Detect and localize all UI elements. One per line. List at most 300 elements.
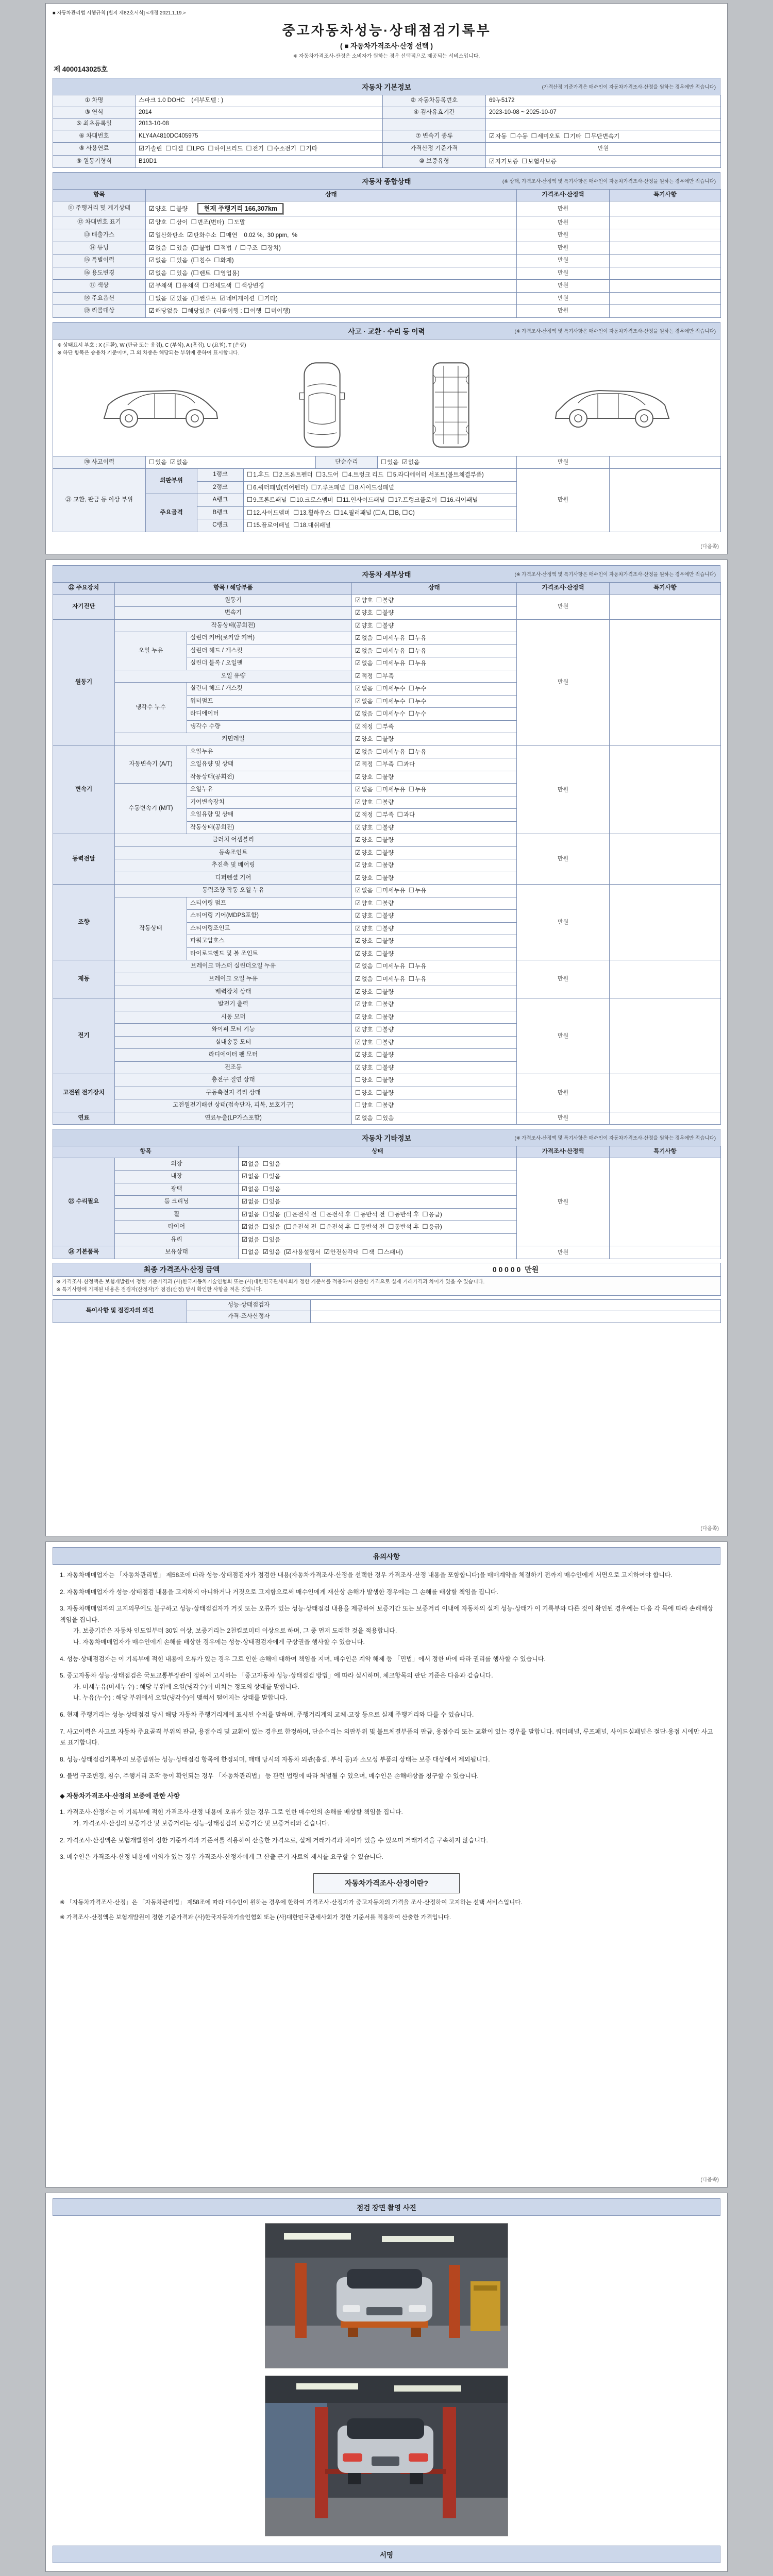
checkbox-unchecked: ☐	[376, 962, 382, 970]
checkbox-unchecked: ☐	[214, 244, 220, 251]
cell: B랭크	[197, 506, 244, 519]
cell	[610, 998, 721, 1074]
checkbox-checked: ☑	[355, 924, 361, 932]
cell: ☑없음 ☐있음	[239, 1171, 517, 1183]
cell: ☑없음 ☐있음	[239, 1196, 517, 1209]
cell: ☑없음 ☐미세누유 ☐누유	[352, 657, 517, 670]
checkbox-unchecked: ☐	[376, 874, 382, 882]
checkbox-unchecked: ☐	[376, 748, 382, 755]
checkbox-unchecked: ☐	[220, 231, 226, 239]
checkbox-unchecked: ☐	[376, 1089, 382, 1096]
table-row	[53, 143, 721, 156]
price-definition-title: 자동차가격조사·산정이란?	[313, 1873, 460, 1893]
checkbox-unchecked: ☐	[214, 257, 220, 264]
cell	[610, 745, 721, 834]
cell: ☑없음 ☐미세누수 ☐누수	[352, 683, 517, 696]
cell: 라디에이터 팬 모터	[115, 1049, 352, 1062]
cell: 만원	[517, 267, 610, 280]
checkbox-checked: ☑	[355, 861, 361, 869]
cell: ☑없음 ☐있음 (☐침수 ☐화재)	[146, 255, 517, 267]
checkbox-checked: ☑	[242, 1160, 248, 1167]
cell	[610, 469, 721, 532]
cell: 만원	[517, 745, 610, 834]
checkbox-unchecked: ☐	[376, 811, 382, 819]
cell: ⑲ 리콜대상	[53, 305, 146, 318]
basic-info-table	[53, 95, 721, 168]
cell	[610, 216, 721, 229]
notice-item: 5. 중고자동차 성능·상태점검은 국토교통부장관이 정하여 고시하는 「중고자동차 성능·상태점검 방법」에 따라 실시하며, 체크항목의 판단 기준은 다음과 같습니다. 가. 미세누유(미세누수) : 해당 부위에 오일(냉각수)이 비치는 정도의 상태를 말합니다. 나. 누유(누수) : 해당 부위에서 오일(냉각수)이 맺혀서 떨어지는 상태를 말합니다.	[60, 1670, 713, 1704]
cell: ☑적정 ☐부족 ☐과다	[352, 758, 517, 771]
checkbox-unchecked: ☐	[408, 710, 415, 718]
checkbox-unchecked: ☐	[334, 509, 340, 516]
checkbox-unchecked: ☐	[247, 471, 253, 479]
cell: ☑없음 ☐있음 (☐불법 ☐적법 / ☐구조 ☐장치)	[146, 242, 517, 255]
cell: ☑양호 ☐불량	[352, 859, 517, 872]
checkbox-unchecked: ☐	[299, 145, 306, 152]
cell: 고전원 전기장치	[53, 1074, 115, 1112]
document-subtitle: ( ■ 자동차가격조사·산정 선택 )	[340, 42, 433, 50]
cell: 라디에이터	[187, 708, 352, 721]
checkbox-unchecked: ☐	[261, 244, 267, 251]
table-row	[53, 280, 721, 293]
cell: 와이퍼 모터 기능	[115, 1024, 352, 1037]
checkbox-unchecked: ☐	[388, 1210, 394, 1218]
checkbox-unchecked: ☐	[376, 685, 382, 692]
cell: 동력전달	[53, 834, 115, 885]
checkbox-unchecked: ☐	[397, 760, 403, 768]
checkbox-unchecked: ☐	[408, 647, 415, 654]
checkbox-unchecked: ☐	[149, 458, 155, 466]
inspection-valid-period: 2023-10-08 ~ 2025-10-07	[486, 107, 721, 118]
table-row	[53, 998, 721, 1011]
document-title: 중고자동차성능·상태점검기록부	[282, 23, 491, 38]
car-side-right-diagram	[548, 364, 677, 446]
checkbox-unchecked: ☐	[202, 282, 209, 290]
cell: ⑯ 용도변경	[53, 267, 146, 280]
checkbox-checked: ☑	[355, 760, 361, 768]
checkbox-unchecked: ☐	[246, 145, 252, 152]
notice-item: 1. 자동차매매업자는 「자동차관리법」 제58조에 따라 성능·상태점검자가 점검한 내용(자동차가격조사·산정을 선택한 경우 가격조사·산정 내용을 포함합니다)을 매매계약을 체결하기 전까지 매수인에게 서면으로 고지하여야 합니다.	[60, 1571, 673, 1579]
page-photos-signature	[45, 2193, 728, 2572]
notice-item: 4. 성능·상태점검자는 이 기록부에 적힌 내용에 오류가 있는 경우 그로 인한 손해에 대하여 책임을 지며, 매수인은 계약 해제 등 「민법」에서 정한 바에 따라 권리를 행사할 수 있습니다.	[60, 1655, 546, 1663]
checkbox-checked: ☑	[324, 1248, 330, 1256]
cell: 실린더 헤드 / 개스킷	[187, 683, 352, 696]
cell	[610, 267, 721, 280]
cell: 변속기	[115, 607, 352, 620]
header-cell: 가격조사·산정액	[517, 190, 610, 201]
checkbox-unchecked: ☐	[208, 145, 214, 152]
table-row	[53, 1276, 721, 1295]
cell: 만원	[517, 216, 610, 229]
checkbox-unchecked: ☐	[316, 471, 322, 479]
engine-type: B10D1	[136, 155, 383, 168]
cell: ③ 연식	[53, 107, 136, 118]
notice-item: 8. 성능·상태점검기록부의 보증범위는 성능·상태점검 항목에 한정되며, 매매 당시의 자동차 외관(흠집, 부식 등)과 소모성 부품의 상태는 보증 대상에서 제외됩니다.	[60, 1755, 490, 1763]
page-continuation-mark: (다음쪽)	[700, 544, 719, 550]
cell: ☑양호 ☐불량	[352, 1061, 517, 1074]
checkbox-checked: ☑	[355, 849, 361, 856]
checkbox-unchecked: ☐	[320, 1223, 326, 1231]
document-number: 제 4000143025호	[54, 65, 108, 73]
misc-info-table-host	[53, 1146, 720, 1259]
notice-item: 9. 불법 구조변경, 침수, 주행거리 조작 등이 확인되는 경우 「자동차관리법」 등 관련 법령에 따라 처벌될 수 있으며, 매수인은 손해배상을 청구할 수 있습니다.	[60, 1772, 479, 1780]
cell: 만원	[517, 1112, 610, 1125]
checkbox-unchecked: ☐	[262, 1185, 269, 1193]
checkbox-checked: ☑	[355, 710, 361, 718]
cell: 작동상태(공회전)	[115, 619, 352, 632]
car-side-left-diagram	[96, 364, 225, 446]
section-band-accident	[53, 322, 720, 340]
checkbox-unchecked: ☐	[293, 509, 299, 516]
notice-subitem: 가. 보증기간은 자동차 인도일부터 30일 이상, 보증거리는 2천킬로미터 이상으로 하며, 그 중 먼저 도래한 것을 적용합니다.	[73, 1627, 397, 1635]
checkbox-unchecked: ☐	[376, 950, 382, 957]
cell: 원동기	[115, 594, 352, 607]
accident-history-table-host	[53, 456, 720, 469]
model-year: 2014	[136, 107, 383, 118]
cell: ☑양호 ☐불량	[352, 619, 517, 632]
cell: 실린더 헤드 / 개스킷	[187, 645, 352, 657]
inspector-opinion-table	[53, 1299, 721, 1323]
cell: 만원	[517, 229, 610, 242]
header-cell: 가격조사·산정액	[517, 583, 610, 595]
checkbox-unchecked: ☐	[376, 773, 382, 781]
inspection-photo-rear	[265, 2376, 508, 2536]
cell	[610, 1246, 721, 1259]
section-title-detail: 자동차 세부상태	[362, 571, 411, 579]
cell: 만원	[517, 885, 610, 960]
checkbox-checked: ☑	[355, 950, 361, 957]
cell: ☑양호 ☐불량	[352, 846, 517, 859]
cell: 오일 누유	[115, 632, 187, 670]
checkbox-unchecked: ☐	[348, 483, 355, 491]
checkbox-checked: ☑	[355, 634, 361, 642]
panel-exchange-table-host	[53, 468, 720, 532]
cell: 만원	[517, 305, 610, 318]
panel-exchange-table	[53, 468, 721, 532]
checkbox-unchecked: ☐	[354, 1223, 360, 1231]
checkbox-unchecked: ☐	[214, 269, 220, 277]
header-cell: ㉒ 주요장치	[53, 583, 115, 595]
section-band-basic	[53, 78, 720, 95]
checkbox-unchecked: ☐	[376, 1001, 382, 1008]
cell: 브레이크 마스터 실린더오일 누유	[115, 960, 352, 973]
checkbox-checked: ☑	[355, 722, 361, 730]
cell: ⑪ 주행거리 및 계기상태	[53, 201, 146, 216]
cell: ☑없음 ☐미세누유 ☐누유	[352, 973, 517, 986]
notice-item: 3. 매수인은 가격조사·산정 내용에 이의가 있는 경우 가격조사·산정자에게 그 산출 근거 자료의 제시를 요구할 수 있습니다.	[60, 1853, 383, 1861]
checkbox-unchecked: ☐	[376, 760, 382, 768]
notice-subitem: 가. 미세누유(미세누수) : 해당 부위에 오일(냉각수)이 비치는 정도의 상태를 말합니다.	[73, 1683, 299, 1690]
simple-repair: ☐있음 ☑없음	[378, 456, 517, 469]
final-price-table	[53, 1263, 721, 1296]
overall-condition-table-host	[53, 189, 720, 318]
table-row	[53, 201, 721, 216]
table-row	[53, 619, 721, 632]
cell: ☑없음 ☐있음 (☐렌트 ☐영업용)	[146, 267, 517, 280]
checkbox-checked: ☑	[355, 1114, 361, 1122]
checkbox-unchecked: ☐	[376, 697, 382, 705]
cell: ☑양호 ☐불량	[352, 922, 517, 935]
table-row	[53, 1263, 721, 1276]
checkbox-checked: ☑	[187, 231, 193, 239]
cell	[311, 1299, 721, 1311]
checkbox-unchecked: ☐	[336, 496, 343, 504]
cell: 가격산정 기준가격	[383, 143, 486, 156]
checkbox-checked: ☑	[355, 823, 361, 831]
checkbox-checked: ☑	[242, 1235, 248, 1243]
checkbox-unchecked: ☐	[165, 145, 172, 152]
notice-item: 2. 가격조사·산정액은 보험개발원이 정한 기준가격과 기준서를 적용하여 산출한 가격으로, 실제 거래가격과 차이가 있을 수 있으며 거래가격을 구속하지 않습니다.	[60, 1836, 488, 1844]
cell: ☑없음 ☐있음	[352, 1112, 517, 1125]
cell: 연료누출(LP가스포함)	[115, 1112, 352, 1125]
cell: ☑양호 ☐불량	[352, 910, 517, 923]
checkbox-unchecked: ☐	[422, 1210, 428, 1218]
checkbox-checked: ☑	[355, 773, 361, 781]
warranty-type: ☑자기보증 ☐보험사보증	[486, 155, 721, 168]
vehicle-name: 스파크 1.0 DOHC (세부모델 : )	[136, 95, 383, 107]
law-reference: ■ 자동차관리법 시행규칙 [별지 제82호서식] <개정 2021.1.19.>	[53, 10, 186, 16]
checkbox-unchecked: ☐	[408, 748, 415, 755]
checkbox-checked: ☑	[262, 1248, 269, 1256]
cell: 만원	[517, 292, 610, 305]
cell: ☑양호 ☐불량	[352, 733, 517, 746]
cell: 만원	[517, 280, 610, 293]
checkbox-unchecked: ☐	[262, 1210, 269, 1218]
checkbox-unchecked: ☐	[193, 294, 199, 302]
cell: 1랭크	[197, 469, 244, 482]
header-cell: 항목	[53, 1146, 239, 1158]
checkbox-unchecked: ☐	[285, 1210, 292, 1218]
table-row	[53, 583, 721, 595]
cell: ☑적정 ☐부족 ☐과다	[352, 809, 517, 822]
checkbox-checked: ☑	[355, 685, 361, 692]
cell	[610, 280, 721, 293]
cell: ※ 가격조사·산정액은 보험개발원이 정한 기준가격과 (사)한국자동차기술인협회 또는 (사)대한민국관세사회가 정한 기준서를 적용하여 산출한 가격으로 실제 거래가격과 차이가 있을 수 있습니다. ※ 특기사항에 기재된 내용은 점검자(산정자)가 점검(산정) 당시 확인한 사항을 적은 것입니다.	[53, 1276, 721, 1295]
table-row	[53, 95, 721, 107]
checkbox-checked: ☑	[355, 1063, 361, 1071]
cell: 가격·조사산정자	[187, 1311, 311, 1323]
checkbox-unchecked: ☐	[181, 307, 188, 315]
checkbox-unchecked: ☐	[170, 257, 176, 264]
cell: 조향	[53, 885, 115, 960]
notice-subitem: 나. 자동차매매업자가 매수인에게 손해를 배상한 경우에는 성능·상태점검자에게 구상권을 행사할 수 있습니다.	[73, 1638, 365, 1646]
checkbox-unchecked: ☐	[273, 471, 279, 479]
checkbox-unchecked: ☐	[193, 257, 199, 264]
cell: ☑양호 ☐불량	[352, 1024, 517, 1037]
cell: ☑양호 ☐불량	[352, 935, 517, 948]
section-band-summary	[53, 172, 720, 190]
checkbox-checked: ☑	[355, 748, 361, 755]
cell: 광택	[115, 1183, 239, 1196]
section-title-misc: 자동차 기타정보	[362, 1134, 411, 1143]
cell: 만원	[517, 960, 610, 998]
checkbox-unchecked: ☐	[408, 887, 415, 894]
price-definition-line: ※ 「자동차가격조사·산정」은 「자동차관리법」 제58조에 따라 매수인이 원하는 경우에 한하여 가격조사·산정자가 중고자동차의 가격을 조사·산정하여 고지하는 선택 서비스입니다.	[60, 1899, 523, 1906]
table-row	[53, 885, 721, 897]
page-continuation-mark: (다음쪽)	[700, 2177, 719, 2183]
checkbox-unchecked: ☐	[376, 1076, 382, 1084]
cell	[610, 292, 721, 305]
table-row	[53, 242, 721, 255]
checkbox-checked: ☑	[355, 672, 361, 680]
cell: 만원	[517, 201, 610, 216]
checkbox-unchecked: ☐	[422, 1223, 428, 1231]
cell	[486, 118, 721, 130]
cell: 배력장치 상태	[115, 986, 352, 998]
cell: 만원	[517, 1074, 610, 1112]
cell: 만원	[517, 469, 610, 532]
cell: ☐없음 ☑있음 (☑사용설명서 ☑안전삼각대 ☐잭 ☐스패너)	[239, 1246, 517, 1259]
misc-info-table	[53, 1146, 721, 1259]
checkbox-unchecked: ☐	[376, 786, 382, 793]
cell	[610, 201, 721, 216]
accident-history-table	[53, 456, 721, 469]
inspector-opinion-table-host	[53, 1299, 720, 1323]
cell: 단순수리	[316, 456, 378, 469]
cell	[610, 960, 721, 998]
table-row	[53, 255, 721, 267]
cell: ⑧ 사용연료	[53, 143, 136, 156]
checkbox-unchecked: ☐	[170, 205, 176, 212]
checkbox-unchecked: ☐	[397, 811, 403, 819]
cell: 외판부위	[146, 469, 197, 494]
cell	[610, 1074, 721, 1112]
checkbox-unchecked: ☐	[376, 849, 382, 856]
checkbox-unchecked: ☐	[376, 899, 382, 907]
cell	[610, 242, 721, 255]
checkbox-unchecked: ☐	[191, 218, 197, 226]
checkbox-unchecked: ☐	[242, 1248, 248, 1256]
cell: 작동상태	[115, 897, 187, 960]
notice-item: 1. 가격조사·산정자는 이 기록부에 적힌 가격조사·산정 내용에 오류가 있는 경우 그로 인한 매수인의 손해를 배상할 책임을 집니다. 가. 가격조사·산정의 보증기간 및 보증거리는 성능·상태점검의 보증기간 및 보증거리와 같습니다.	[60, 1807, 713, 1829]
cell: ☑양호 ☐불량	[352, 897, 517, 910]
price-definition-box	[60, 1873, 713, 1923]
checkbox-checked: ☑	[355, 735, 361, 743]
cell: 2랭크	[197, 481, 244, 494]
cell: ☑양호 ☐불량	[352, 607, 517, 620]
checkbox-checked: ☑	[149, 244, 155, 251]
cell: 원동기	[53, 619, 115, 745]
cell: ☑양호 ☐불량	[352, 1049, 517, 1062]
checkbox-checked: ☑	[355, 659, 361, 667]
cell	[610, 255, 721, 267]
checkbox-unchecked: ☐	[402, 509, 408, 516]
final-price-value: 0 0 0 0 0 만원	[311, 1263, 721, 1276]
cell: 오일유량 및 상태	[187, 809, 352, 822]
checkbox-unchecked: ☐	[376, 1114, 382, 1122]
checkbox-unchecked: ☐	[376, 634, 382, 642]
checkbox-unchecked: ☐	[376, 1026, 382, 1033]
cell: ☑없음 ☐미세누유 ☐누유	[352, 645, 517, 657]
cell	[610, 1158, 721, 1246]
checkbox-checked: ☑	[170, 458, 176, 466]
checkbox-unchecked: ☐	[408, 634, 415, 642]
cell: 내장	[115, 1171, 239, 1183]
cell: C랭크	[197, 519, 244, 532]
cell	[610, 594, 721, 619]
cell: ☑적정 ☐부족	[352, 720, 517, 733]
cell: ☑양호 ☐불량	[352, 947, 517, 960]
checkbox-unchecked: ☐	[149, 294, 155, 302]
checkbox-unchecked: ☐	[440, 496, 446, 504]
checkbox-checked: ☑	[355, 621, 361, 629]
checkbox-unchecked: ☐	[170, 269, 176, 277]
checkbox-checked: ☑	[489, 132, 495, 140]
checkbox-checked: ☑	[139, 145, 145, 152]
cell	[383, 118, 486, 130]
cell: ☑없음 ☐미세누수 ☐누수	[352, 708, 517, 721]
section-note-accident: (※ 가격조사·산정액 및 특기사항은 매수인이 자동차가격조사·산정을 원하는 경우에만 적습니다)	[514, 328, 716, 334]
car-top-view-diagram	[291, 359, 353, 451]
cell: 자기진단	[53, 594, 115, 619]
cell	[610, 1112, 721, 1125]
checkbox-unchecked: ☐	[388, 1223, 394, 1231]
cell: ☑양호 ☐불량	[352, 872, 517, 885]
checkbox-unchecked: ☐	[376, 937, 382, 945]
checkbox-checked: ☑	[355, 798, 361, 806]
cell: ☐6.쿼터패널(리어펜더) ☐7.루프패널 ☐8.사이드실패널	[244, 481, 517, 494]
cell: ⑥ 차대번호	[53, 130, 136, 143]
checkbox-checked: ☑	[355, 836, 361, 844]
checkbox-unchecked: ☐	[262, 1235, 269, 1243]
plate-number: 69누5172	[486, 95, 721, 107]
table-row	[53, 292, 721, 305]
car-underbody-diagram	[420, 359, 482, 451]
table-row	[53, 1246, 721, 1259]
checkbox-unchecked: ☐	[240, 244, 246, 251]
cell: ☐없음 ☑있음 (☐썬루프 ☑네비게이션 ☐기타)	[146, 292, 517, 305]
cell: 시동 모터	[115, 1011, 352, 1024]
cell: 만원	[517, 242, 610, 255]
checkbox-unchecked: ☐	[386, 471, 393, 479]
section-title-photos: 점검 장면 촬영 사진	[357, 2204, 416, 2212]
table-row	[53, 190, 721, 201]
cell: 휠	[115, 1208, 239, 1221]
cell: 특이사항 및 점검자의 의견	[53, 1299, 187, 1323]
checkbox-checked: ☑	[149, 307, 155, 315]
basic-info-table-host	[53, 95, 720, 168]
cell: 오일유량 및 상태	[187, 758, 352, 771]
checkbox-unchecked: ☐	[376, 621, 382, 629]
cell: 전기	[53, 998, 115, 1074]
header-cell: 상태	[146, 190, 517, 201]
cell: 외장	[115, 1158, 239, 1171]
section-title-notices: 유의사항	[373, 1553, 400, 1561]
checkbox-checked: ☑	[355, 1001, 361, 1008]
checkbox-unchecked: ☐	[376, 924, 382, 932]
cell: 디퍼렌셜 기어	[115, 872, 352, 885]
cell: ☑없음 ☐있음	[239, 1158, 517, 1171]
mileage-status: ☑양호 ☐불량 현재 주행거리 166,307km	[146, 201, 517, 216]
notice-subitem: 나. 누유(누수) : 해당 부위에서 오일(냉각수)이 맺혀서 떨어지는 상태를 말합니다.	[73, 1694, 288, 1702]
checkbox-checked: ☑	[355, 1051, 361, 1059]
checkbox-checked: ☑	[242, 1185, 248, 1193]
checkbox-unchecked: ☐	[342, 471, 348, 479]
table-row	[53, 216, 721, 229]
checkbox-unchecked: ☐	[170, 218, 176, 226]
checkbox-unchecked: ☐	[381, 458, 387, 466]
cell: 만원	[517, 594, 610, 619]
checkbox-checked: ☑	[355, 786, 361, 793]
cell: 룸 크리닝	[115, 1196, 239, 1209]
cell: 유리	[115, 1233, 239, 1246]
header-cell: 최종 가격조사·산정 금액	[53, 1263, 311, 1276]
cell: A랭크	[197, 494, 244, 507]
checkbox-checked: ☑	[355, 1026, 361, 1033]
checkbox-unchecked: ☐	[376, 823, 382, 831]
table-row	[53, 745, 721, 758]
checkbox-unchecked: ☐	[193, 244, 199, 251]
